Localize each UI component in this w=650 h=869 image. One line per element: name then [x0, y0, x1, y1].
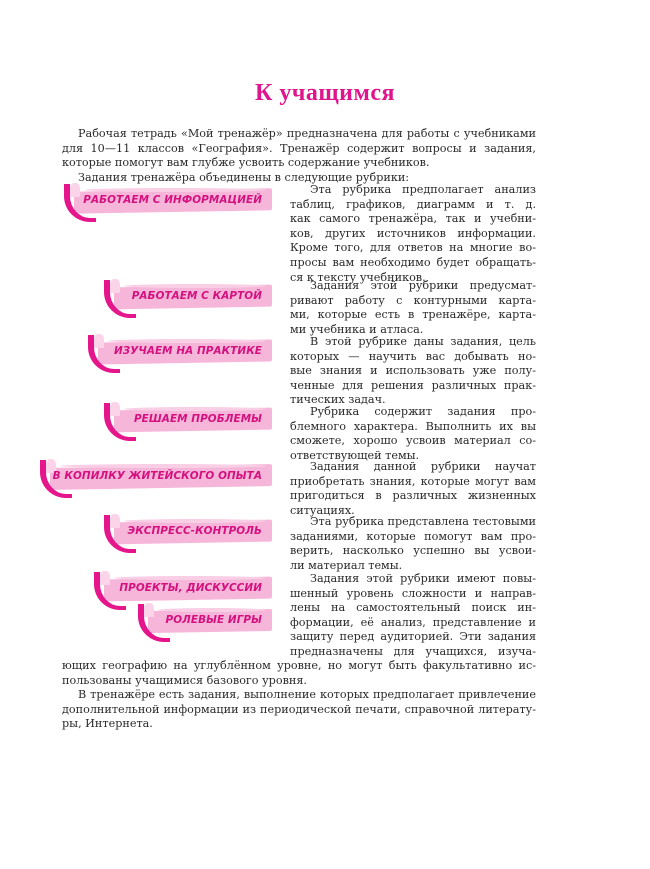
intro-line: Задания тренажёра объединены в следующие рубрики:	[78, 170, 410, 184]
rubric-tag-projects	[94, 574, 272, 604]
ribbon-curl-icon	[104, 403, 136, 441]
closing-paragraph: В тренажёре есть задания, выполнение которых предполагает привлечение дополнительной информации из периодической печати, справочной литерату- ры, Интернета.	[62, 688, 536, 731]
rubric-description-continuation: ющих географию на углублённом уровне, но могут быть факультативно ис- пользованы учащимися базового уровня.	[62, 659, 536, 687]
rubric-description: Рубрика содержит задания про- блемного характера. Выполнить их вы сможете, хорошо усвоив материал со- ответствующей темы.	[290, 405, 536, 462]
rubric-label: РЕШАЕМ ПРОБЛЕМЫ	[133, 413, 262, 425]
rubric-label: ИЗУЧАЕМ НА ПРАКТИКЕ	[113, 345, 262, 357]
rubric-label: В КОПИЛКУ ЖИТЕЙСКОГО ОПЫТА	[52, 470, 262, 482]
intro-line: для 10—11 классов «География». Тренажёр содержит вопросы и задания,	[62, 141, 536, 155]
rubric-tag-role-games	[138, 606, 272, 636]
intro-line: которые помогут вам глубже усвоить содержание учебников.	[62, 156, 430, 170]
rubric-tag-express-control	[104, 517, 272, 547]
rubric-description: Задания этой рубрики имеют повы- шенный уровень сложности и направ- лены на самостоятельный поиск ин- формации, её анализ, представление и защиту перед аудиторией. Эти задания предназначены для учащихся, изуча-	[290, 572, 536, 658]
rubric-tag-life-experience	[40, 462, 272, 492]
rubric-description: Задания данной рубрики научат приобретать знания, которые могут вам пригодиться в различных жизненных ситуациях.	[290, 460, 536, 517]
intro-line: Рабочая тетрадь «Мой тренажёр» предназначена для работы с учебниками	[78, 127, 536, 140]
page-title: К учащимся	[254, 80, 395, 106]
rubric-label: РОЛЕВЫЕ ИГРЫ	[165, 614, 262, 626]
rubric-description: Эта рубрика предполагает анализ таблиц, графиков, диаграмм и т. д. как самого тренажёра, так и учебни- ков, других источников информации. Кроме того, для ответов на многие во- просы вам необходимо будет обращать- ся к тексту учебников.	[290, 183, 536, 284]
rubric-label: РАБОТАЕМ С ИНФОРМАЦИЕЙ	[83, 194, 262, 206]
rubric-tag-problems	[104, 405, 272, 435]
rubric-tag-information	[64, 186, 272, 216]
intro-paragraph	[62, 127, 536, 185]
rubric-tag-practice	[88, 337, 272, 367]
rubric-label: РАБОТАЕМ С КАРТОЙ	[131, 290, 262, 302]
rubric-description: Эта рубрика представлена тестовыми заданиями, которые помогут вам про- верить, насколько успешно вы усвои- ли материал темы.	[290, 515, 536, 572]
rubric-description: Задания этой рубрики предусмат- ривают работу с контурными карта- ми, которые есть в тренажёре, карта- ми учебника и атласа.	[290, 279, 536, 336]
rubric-label: ЭКСПРЕСС-КОНТРОЛЬ	[127, 525, 262, 537]
rubric-tag-map	[104, 282, 272, 312]
rubric-label: ПРОЕКТЫ, ДИСКУССИИ	[119, 582, 262, 594]
rubric-description: В этой рубрике даны задания, цель которых — научить вас добывать но- вые знания и использовать уже полу- ченные для решения различных прак- тических задач.	[290, 335, 536, 407]
